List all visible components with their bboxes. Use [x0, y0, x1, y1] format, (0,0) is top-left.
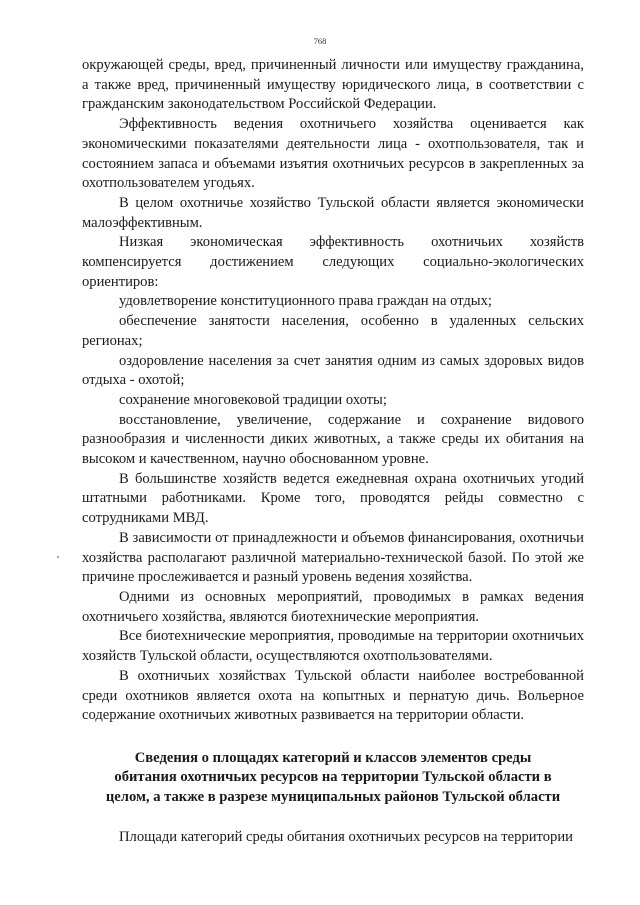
paragraph: Площади категорий среды обитания охотничьих ресурсов на территории: [119, 829, 573, 846]
list-item: обеспечение занятости населения, особенно в удаленных сельских регионах;: [82, 313, 584, 349]
paragraph: окружающей среды, вред, причиненный личности или имуществу гражданина, а также вред, причиненный имуществу юридического лица, в соответствии с гражданским законодательством Российской Федерации.: [82, 57, 584, 113]
scan-speck: [57, 556, 59, 558]
paragraph: Низкая экономическая эффективность охотничьих хозяйств компенсируется достижением следующих социально-экологических ориентиров:: [82, 234, 584, 290]
paragraph: Все биотехнические мероприятия, проводимые на территории охотничьих хозяйств Тульской области, осуществляются охотпользователями.: [82, 628, 584, 665]
paragraph: В зависимости от принадлежности и объемов финансирования, охотничьи хозяйства располагают различной материально-технической базой. По этой же причине прослеживается и разный уровень ведения хозяйства.: [82, 529, 584, 586]
paragraph: Эффективность ведения охотничьего хозяйства оценивается как экономическими показателями деятельности лица - охотпользователя, так и состоянием запаса и объемами изъятия охотничьих ресурсов в закрепленных за охотпользователем угодьях.: [82, 116, 584, 192]
page-number: 768: [313, 36, 327, 46]
list-item: восстановление, увеличение, содержание и сохранение видового разнообразия и численности диких животных, а также среды их обитания на высоком и качественном, научно обоснованном уровне.: [82, 411, 584, 468]
paragraph: Одними из основных мероприятий, проводимых в рамках ведения охотничьего хозяйства, являются биотехнические мероприятия.: [82, 588, 584, 625]
paragraph: В целом охотничье хозяйство Тульской области является экономически малоэффективным.: [82, 194, 584, 231]
paragraph: В охотничьих хозяйствах Тульской области наиболее востребованной среди охотников является охота на копытных и пернатую дичь. Вольерное содержание охотничьих животных развивается на территории области.: [82, 667, 584, 724]
list-item: оздоровление населения за счет занятия одним из самых здоровых видов отдыха - охотой;: [82, 352, 584, 389]
document-body: [82, 56, 584, 848]
list-item: удовлетворение конституционного права граждан на отдых;: [119, 293, 492, 310]
list-item: сохранение многовековой традиции охоты;: [119, 391, 387, 408]
section-heading: Сведения о площадях категорий и классов элементов среды обитания охотничьих ресурсов на территории Тульской области в целом, а также в разрезе муниципальных районов Тульской области: [105, 749, 561, 805]
paragraph: В большинстве хозяйств ведется ежедневная охрана охотничьих угодий штатными работниками. Кроме того, проводятся рейды совместно с сотрудниками МВД.: [82, 470, 584, 527]
